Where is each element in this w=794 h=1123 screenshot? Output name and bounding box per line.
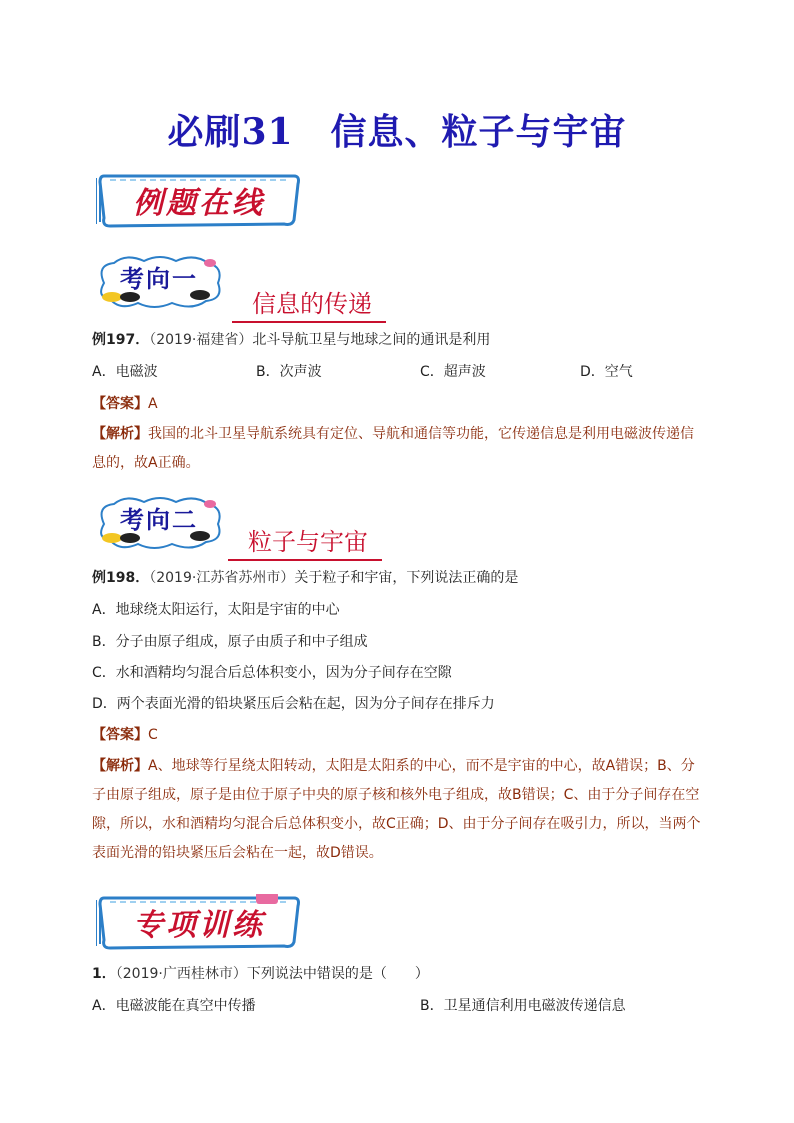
direction-two-tag: 考向二	[120, 505, 198, 534]
analysis-text: A、地球等行星绕太阳转动，太阳是太阳系的中心，而不是宇宙的中心，故A错误；B、分子由原子组成，原子是由位于原子中央的原子核和核外电子组成，故B错误；C、由于分子间存在空隙，所以，水和酒精均匀混合后总体积变小，故C正确；D、由于分子间存在吸引力，所以，当两个表面光滑的铅块紧压后会粘在一起，故D错误。	[92, 758, 701, 861]
option-b: B．分子由原子组成，原子由质子和中子组成	[92, 634, 368, 650]
analysis-197	[92, 420, 704, 478]
answer-value: A	[148, 396, 158, 412]
direction-two-badge	[92, 494, 226, 554]
question-number: 例198．	[92, 570, 150, 586]
option-b: B．次声波	[256, 364, 322, 380]
analysis-tag: 【解析】	[92, 758, 148, 774]
section-heading-info-transmission: 信息的传递	[232, 284, 386, 323]
question-source: （2019·福建省）	[149, 332, 253, 348]
question-stem: 下列说法中错误的是（ ）	[246, 966, 429, 982]
direction-one-badge	[92, 253, 226, 313]
page-title: 必刷31 信息、粒子与宇宙	[167, 111, 627, 153]
direction-one-tag: 考向一	[120, 264, 198, 293]
option-c: C．超声波	[420, 364, 486, 380]
question-source: （2019·江苏省苏州市）	[149, 570, 295, 586]
answer-tag: 【答案】	[92, 396, 148, 412]
section-heading-particles-universe: 粒子与宇宙	[228, 522, 382, 561]
answer-tag: 【答案】	[92, 727, 148, 743]
analysis-text: 我国的北斗卫星导航系统具有定位、导航和通信等功能，它传递信息是利用电磁波传递信息的，故A正确。	[92, 426, 694, 471]
analysis-tag: 【解析】	[92, 426, 148, 442]
training-banner	[96, 894, 302, 950]
option-b: B．卫星通信利用电磁波传递信息	[420, 998, 626, 1014]
training-banner-text: 专项训练	[133, 908, 265, 943]
option-a: A．电磁波能在真空中传播	[92, 998, 256, 1014]
question-197	[92, 330, 490, 350]
option-a: A．地球绕太阳运行，太阳是宇宙的中心	[92, 602, 340, 618]
option-a: A．电磁波	[92, 364, 158, 380]
option-d: D．两个表面光滑的铅块紧压后会粘在起，因为分子间存在排斥力	[92, 696, 495, 712]
answer-198	[92, 725, 158, 745]
question-number: 1．	[92, 966, 116, 982]
option-c: C．水和酒精均匀混合后总体积变小，因为分子间存在空隙	[92, 665, 452, 681]
answer-value: C	[148, 727, 158, 743]
example-banner-text: 例题在线	[133, 186, 265, 221]
question-1	[92, 964, 429, 984]
question-stem: 关于粒子和宇宙，下列说法正确的是	[294, 570, 519, 586]
answer-197	[92, 394, 158, 414]
analysis-198	[92, 752, 704, 868]
question-198	[92, 568, 518, 588]
question-source: （2019·广西桂林市）	[115, 966, 247, 982]
option-d: D．空气	[580, 364, 633, 380]
question-number: 例197．	[92, 332, 150, 348]
question-stem: 北斗导航卫星与地球之间的通讯是利用	[252, 332, 491, 348]
example-banner	[96, 172, 302, 228]
